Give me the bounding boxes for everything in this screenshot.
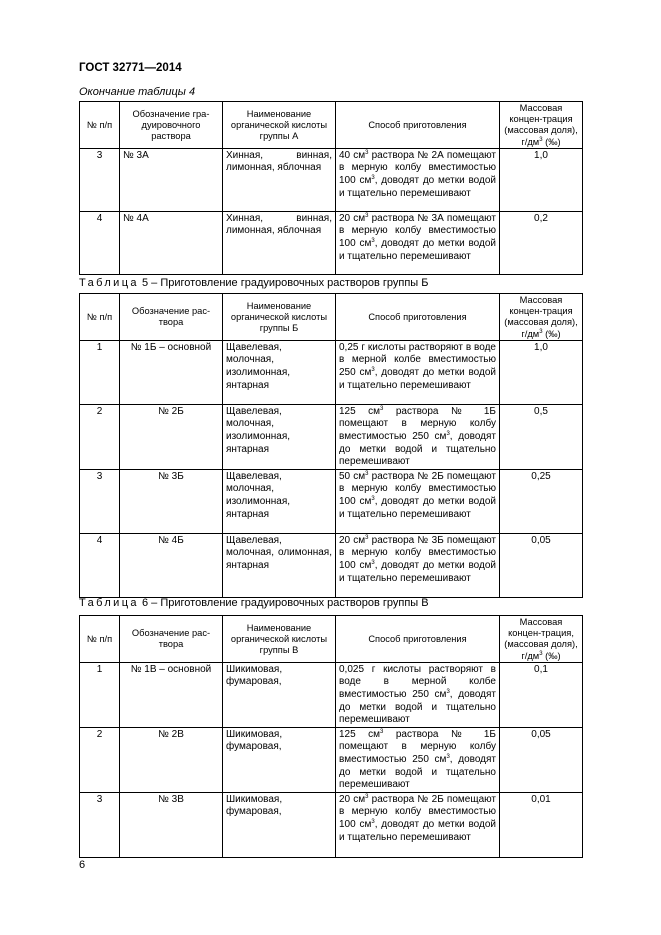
col-header: № п/п: [80, 294, 120, 341]
cell-method: 40 $см^3$ раствора № 2А помещают в мерную колбу вместимостью 100 $см^3$, доводят до метки водой и тщательно перемешивают: [336, 148, 500, 211]
cell-method: 20 $см^3$ раствора № 3А помещают в мерную колбу вместимостью 100 $см^3$, доводят до метки водой и тщательно перемешивают: [336, 211, 500, 274]
col-header: Массовая концен-трация (массовая доля), $г/дм^3$ (‰): [500, 102, 583, 149]
cell-number: 3: [80, 148, 120, 211]
cell-number: 1: [80, 340, 120, 404]
cell-solution: № 3А: [120, 148, 223, 211]
cell-solution: № 2В: [120, 727, 223, 792]
table-row: [80, 727, 583, 792]
cell-concentration: 0,01: [500, 792, 583, 857]
cell-concentration: 1,0: [500, 340, 583, 404]
col-header: Наименование органической кислоты группы Б: [223, 294, 336, 341]
cell-acid: Щавелевая, молочная, изолимонная, янтарная: [223, 469, 336, 533]
cell-number: 3: [80, 792, 120, 857]
col-header: Обозначение рас-твора: [120, 616, 223, 663]
col-header: Обозначение гра-дуировочного раствора: [120, 102, 223, 149]
table-header-row: [80, 102, 583, 149]
cell-method: 0,025 г кислоты растворяют в воде в мерной колбе вместимостью 250 $см^3$, доводят до метки водой и тщательно перемешивают: [336, 662, 500, 727]
cell-acid: Шикимовая, фумаровая,: [223, 662, 336, 727]
cell-concentration: 1,0: [500, 148, 583, 211]
cell-solution: № 3В: [120, 792, 223, 857]
cell-concentration: 0,05: [500, 727, 583, 792]
col-header: Способ приготовления: [336, 102, 500, 149]
col-header: № п/п: [80, 616, 120, 663]
table-row: [80, 211, 583, 274]
col-header: Наименование органической кислоты группы А: [223, 102, 336, 149]
col-header: Массовая концен-трация (массовая доля), $г/дм^3$ (‰): [500, 294, 583, 341]
page-number: 6: [79, 859, 86, 871]
table-row: [80, 792, 583, 857]
cell-method: 20 $см^3$ раствора № 3Б помещают в мерную колбу вместимостью 100 $см^3$, доводят до метки водой и тщательно перемешивают: [336, 533, 500, 597]
col-header: Обозначение рас-твора: [120, 294, 223, 341]
cell-solution: № 2Б: [120, 404, 223, 469]
table5-caption: [79, 277, 428, 289]
table5-caption-text: 5 – Приготовление градуировочных растворов группы Б: [138, 277, 429, 289]
col-header: Наименование органической кислоты группы В: [223, 616, 336, 663]
table4-caption: Окончание таблицы 4: [79, 86, 196, 98]
col-header: Способ приготовления: [336, 294, 500, 341]
cell-solution: № 3Б: [120, 469, 223, 533]
cell-solution: № 4Б: [120, 533, 223, 597]
table-row: [80, 469, 583, 533]
table-header-row: [80, 616, 583, 663]
cell-solution: № 1В – основной: [120, 662, 223, 727]
table-row: [80, 340, 583, 404]
table6-caption-text: 6 – Приготовление градуировочных растворов группы В: [138, 597, 429, 609]
cell-acid: Хинная, винная, лимонная, яблочная: [223, 148, 336, 211]
cell-number: 2: [80, 404, 120, 469]
cell-method: 0,25 г кислоты растворяют в воде в мерной колбе вместимостью 250 $см^3$, доводят до метки водой и тщательно перемешивают: [336, 340, 500, 404]
table-5: [79, 293, 583, 598]
cell-concentration: 0,1: [500, 662, 583, 727]
col-header: Массовая концен-трация, (массовая доля), $г/дм^3$ (‰): [500, 616, 583, 663]
cell-concentration: 0,25: [500, 469, 583, 533]
cell-method: 20 $см^3$ раствора № 2Б помещают в мерную колбу вместимостью 100 $см^3$, доводят до метки водой и тщательно перемешивают: [336, 792, 500, 857]
cell-concentration: 0,2: [500, 211, 583, 274]
cell-solution: № 4А: [120, 211, 223, 274]
table-4: [79, 101, 583, 275]
table-row: [80, 662, 583, 727]
col-header: Способ приготовления: [336, 616, 500, 663]
table6-caption: [79, 597, 429, 609]
cell-acid: Щавелевая, молочная, изолимонная, янтарная: [223, 340, 336, 404]
cell-number: 3: [80, 469, 120, 533]
cell-number: 1: [80, 662, 120, 727]
table-6: [79, 615, 583, 858]
cell-number: 2: [80, 727, 120, 792]
cell-acid: Щавелевая, молочная, олимонная, янтарная: [223, 533, 336, 597]
cell-acid: Хинная, винная, лимонная, яблочная: [223, 211, 336, 274]
cell-method: 125 $см^3$ раствора № 1Б помещают в мерную колбу вместимостью 250 $см^3$, доводят до метки водой и тщательно перемешивают: [336, 404, 500, 469]
cell-method: 125 $см^3$ раствора № 1Б помещают в мерную колбу вместимостью 250 $см^3$, доводят до метки водой и тщательно перемешивают: [336, 727, 500, 792]
table6-caption-label: Таблица: [79, 597, 139, 609]
cell-acid: Щавелевая, молочная, изолимонная, янтарная: [223, 404, 336, 469]
cell-number: 4: [80, 211, 120, 274]
table-row: [80, 533, 583, 597]
table-row: [80, 148, 583, 211]
cell-concentration: 0,05: [500, 533, 583, 597]
cell-number: 4: [80, 533, 120, 597]
cell-acid: Шикимовая, фумаровая,: [223, 792, 336, 857]
cell-method: 50 $см^3$ раствора № 2Б помещают в мерную колбу вместимостью 100 $см^3$, доводят до метки водой и тщательно перемешивают: [336, 469, 500, 533]
table-header-row: [80, 294, 583, 341]
cell-concentration: 0,5: [500, 404, 583, 469]
cell-solution: № 1Б – основной: [120, 340, 223, 404]
cell-acid: Шикимовая, фумаровая,: [223, 727, 336, 792]
table5-caption-label: Таблица: [79, 277, 139, 289]
col-header: № п/п: [80, 102, 120, 149]
table-row: [80, 404, 583, 469]
standard-header: ГОСТ 32771—2014: [79, 62, 182, 74]
